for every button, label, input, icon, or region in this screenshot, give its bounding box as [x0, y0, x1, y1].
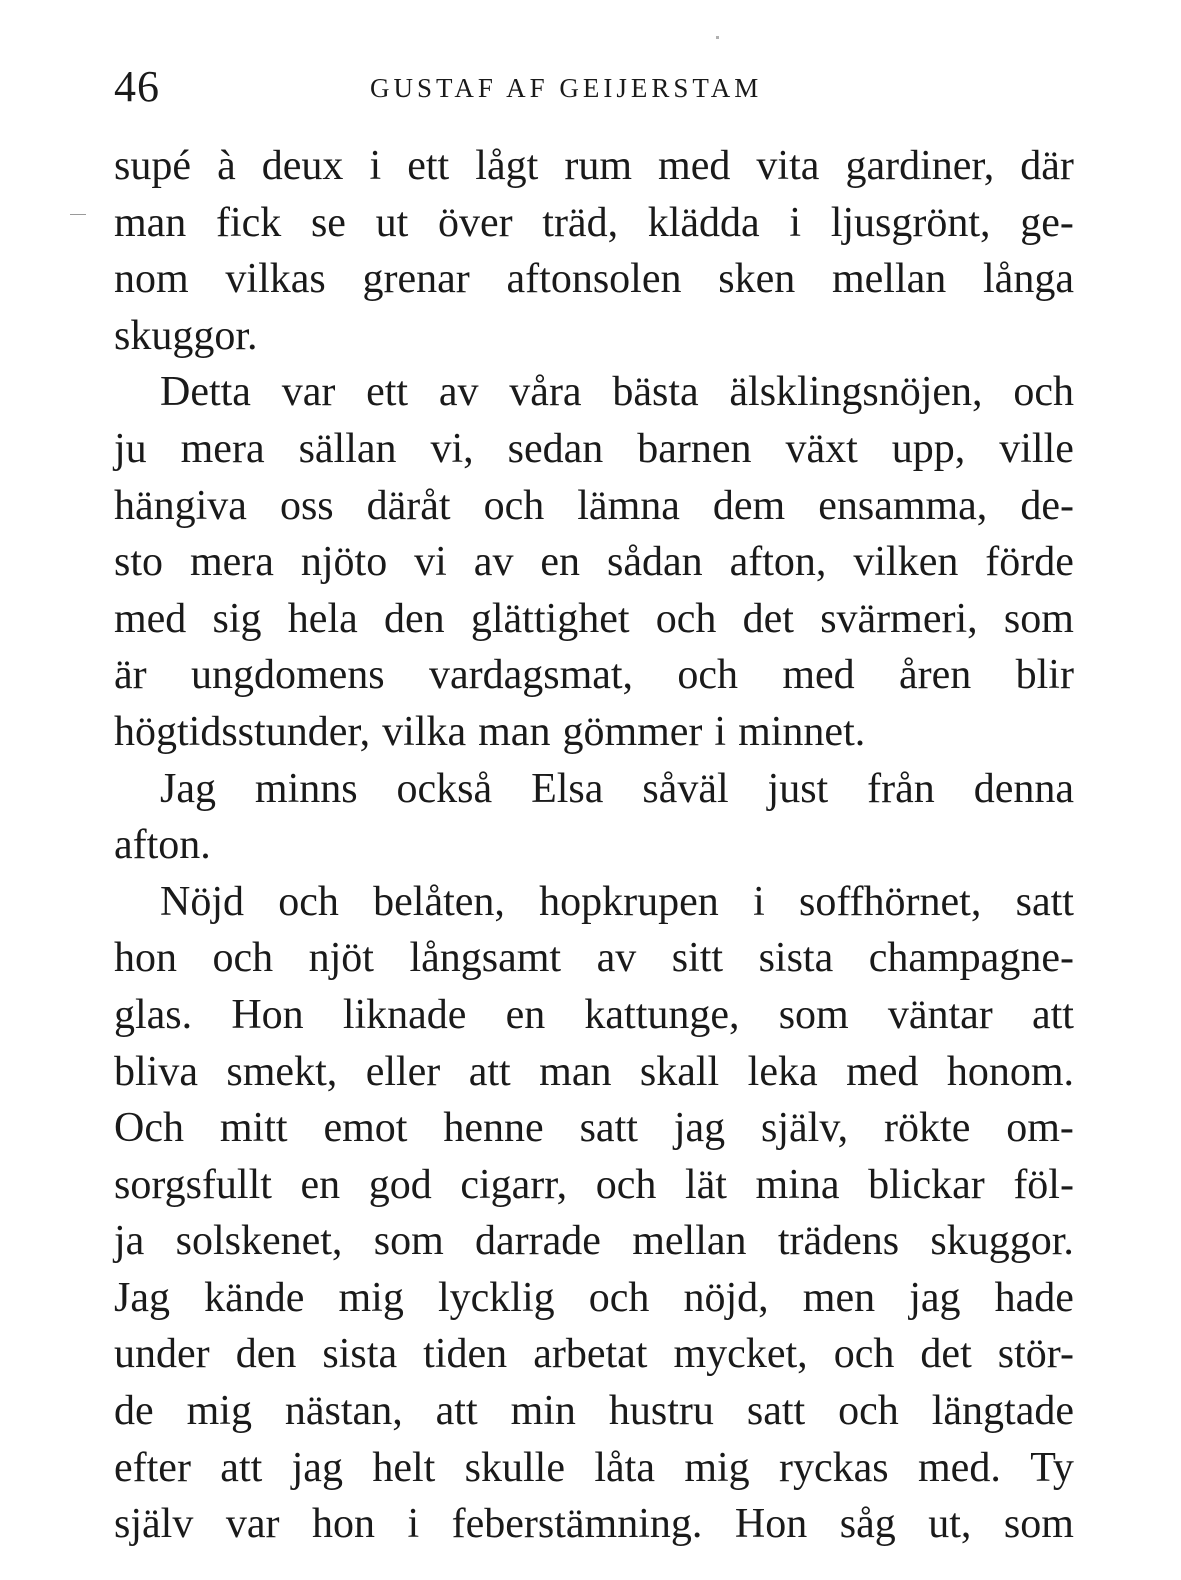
text-line [114, 1044, 1074, 1101]
word: afton. [114, 822, 211, 869]
word: sitt [671, 935, 724, 982]
word: vilken [853, 539, 959, 586]
word: nom [114, 256, 189, 303]
word: och [838, 1388, 899, 1435]
word: honom. [946, 1048, 1074, 1095]
word: som [778, 991, 849, 1038]
word: njöto [300, 539, 388, 586]
text-line [114, 1100, 1074, 1157]
text-line [114, 1496, 1074, 1553]
text-line [114, 534, 1074, 591]
word: med. [918, 1444, 1001, 1491]
word: satt [1015, 878, 1074, 925]
word: älsklingsnöjen, [729, 369, 983, 416]
word: bliva [114, 1048, 198, 1095]
text-line [114, 1326, 1074, 1383]
text-line [114, 761, 1074, 818]
word: och [677, 652, 739, 699]
word: jag [673, 1105, 726, 1152]
word: och [655, 595, 717, 642]
text-line [114, 1270, 1074, 1327]
word: från [867, 765, 935, 812]
word: skuggor. [114, 312, 258, 359]
body-text [114, 138, 1074, 1553]
word: var [281, 369, 336, 416]
word: som [1003, 1501, 1074, 1548]
word: Hon [231, 991, 304, 1038]
word: helt [372, 1444, 436, 1491]
word: vi [414, 539, 447, 586]
word: där [1020, 143, 1074, 189]
text-line [114, 930, 1074, 987]
text-line [114, 817, 1074, 874]
word: själv [114, 1501, 194, 1548]
word: trädens [777, 1218, 900, 1265]
word: Ty [1030, 1444, 1074, 1491]
word: sådan [607, 539, 703, 586]
word: förde [985, 539, 1074, 586]
word: våra [509, 369, 582, 416]
word: vi, [430, 425, 474, 472]
word: låta [594, 1444, 655, 1491]
word: hon [311, 1501, 375, 1548]
word: skall [639, 1048, 720, 1095]
word: hon [114, 935, 177, 982]
word: jag [909, 1274, 961, 1321]
word: hängiva [114, 482, 247, 529]
word: man [478, 708, 551, 755]
word: i [789, 199, 802, 246]
word: lät [684, 1161, 727, 1208]
word: som [373, 1218, 444, 1265]
word: växt [785, 425, 858, 472]
word: hopkrupen [539, 878, 719, 925]
text-line [114, 364, 1074, 421]
text-line [114, 138, 1074, 195]
word: mera [180, 425, 265, 472]
word: att [220, 1444, 263, 1491]
word: man [539, 1048, 612, 1095]
word: ju [114, 425, 147, 472]
word: man [114, 199, 187, 246]
word: blickar [868, 1161, 985, 1208]
word: Jag [160, 765, 216, 812]
word: belåten, [373, 878, 505, 925]
word: god [368, 1161, 432, 1208]
word: långa [983, 256, 1074, 303]
word: en [505, 991, 546, 1038]
text-line [114, 591, 1074, 648]
word: just [767, 765, 829, 812]
word: under [114, 1331, 210, 1378]
word: skulle [464, 1444, 565, 1491]
word: längtade [931, 1388, 1074, 1435]
word: lycklig [437, 1274, 555, 1321]
word: mellan [632, 1218, 747, 1265]
word: av [438, 369, 479, 416]
word: cigarr, [460, 1161, 568, 1208]
word: sto [114, 539, 164, 586]
word: min [510, 1388, 576, 1435]
word: rum [564, 143, 632, 189]
word: darrade [475, 1218, 601, 1265]
word: njöt [308, 935, 374, 982]
word: skuggor. [930, 1218, 1074, 1265]
word: tiden [423, 1331, 508, 1378]
word: kände [204, 1274, 305, 1321]
text-line [114, 874, 1074, 931]
word: och [1013, 369, 1074, 416]
print-speck [716, 36, 719, 39]
word: såväl [642, 765, 729, 812]
word: och [212, 935, 274, 982]
word: hela [287, 595, 358, 642]
word: henne [443, 1105, 544, 1152]
word: satt [746, 1388, 806, 1435]
word: av [473, 539, 514, 586]
page-number: 46 [114, 62, 160, 111]
running-title: GUSTAF AF GEIJERSTAM [370, 73, 763, 103]
word: nästan, [284, 1388, 403, 1435]
word: minns [254, 765, 358, 812]
word: också [396, 765, 493, 812]
text-line [114, 1383, 1074, 1440]
word: ut, [928, 1501, 972, 1548]
word: högtidsstunder, [114, 708, 371, 755]
word: sken [718, 256, 796, 303]
word: i [753, 878, 765, 925]
word: efter [114, 1444, 191, 1491]
word: vilka [382, 708, 467, 755]
word: ensamma, [818, 482, 988, 529]
text-line [114, 195, 1074, 252]
word: ljusgrönt, [830, 199, 991, 246]
text-line [114, 1440, 1074, 1497]
word: över [437, 199, 513, 246]
word: sig [212, 595, 262, 642]
word: åren [899, 652, 972, 699]
text-line [114, 704, 1074, 761]
word: leka [747, 1048, 818, 1095]
word: med [658, 143, 731, 189]
word: fick [215, 199, 282, 246]
word: de [114, 1388, 154, 1435]
word: ett [407, 143, 450, 189]
word: sorgsfullt [114, 1161, 272, 1208]
word: grenar [362, 256, 470, 303]
word: den [235, 1331, 297, 1378]
word: rökte [884, 1105, 971, 1152]
word: det [920, 1331, 972, 1378]
word: var [225, 1501, 280, 1548]
word: ja [114, 1218, 145, 1265]
text-line [114, 987, 1074, 1044]
word: liknade [342, 991, 467, 1038]
word: i [407, 1501, 420, 1548]
word: lämna [577, 482, 680, 529]
word: ett [366, 369, 409, 416]
word: att [1031, 991, 1074, 1038]
word: eller [365, 1048, 441, 1095]
word: det [742, 595, 794, 642]
word: träd, [542, 199, 619, 246]
word: är [114, 652, 147, 699]
word: av [596, 935, 637, 982]
word: Hon [734, 1501, 808, 1548]
word: gömmer [562, 708, 703, 755]
word: mina [755, 1161, 840, 1208]
word: supé [114, 143, 191, 189]
word: bästa [612, 369, 699, 416]
word: vardagsmat, [428, 652, 634, 699]
word: emot [323, 1105, 408, 1152]
word: mycket, [673, 1331, 808, 1378]
word: feberstämning. [451, 1501, 703, 1548]
word: om- [1006, 1105, 1074, 1152]
word: och [595, 1161, 657, 1208]
word: Och [114, 1105, 184, 1152]
word: hustru [608, 1388, 714, 1435]
word: deux [261, 143, 344, 189]
word: att [435, 1388, 478, 1435]
word: mig [186, 1388, 252, 1435]
word: à [217, 143, 236, 189]
word: mig [338, 1274, 404, 1321]
word: den [383, 595, 445, 642]
word: med [782, 652, 855, 699]
word: soffhörnet, [798, 878, 982, 925]
margin-mark [70, 214, 86, 215]
word: Elsa [531, 765, 604, 812]
word: aftonsolen [506, 256, 682, 303]
word: ungdomens [190, 652, 385, 699]
text-line [114, 308, 1074, 365]
word: oss [279, 482, 334, 529]
word: och [833, 1331, 895, 1378]
word: vilkas [225, 256, 326, 303]
word: föl- [1013, 1161, 1074, 1208]
word: väntar [887, 991, 993, 1038]
word: och [278, 878, 339, 925]
word: som [1003, 595, 1074, 642]
word: mitt [219, 1105, 288, 1152]
word: mig [684, 1444, 750, 1491]
word: nöjd, [683, 1274, 769, 1321]
word: med [846, 1048, 919, 1095]
text-line [114, 421, 1074, 478]
text-line [114, 251, 1074, 308]
word: glättighet [470, 595, 630, 642]
word: stör- [997, 1331, 1074, 1378]
word: klädda [647, 199, 760, 246]
word: själv, [761, 1105, 849, 1152]
word: en [300, 1161, 341, 1208]
word: afton, [729, 539, 827, 586]
word: långsamt [409, 935, 562, 982]
word: blir [1015, 652, 1074, 699]
word: Detta [160, 369, 251, 416]
word: såg [839, 1501, 896, 1548]
word: en [540, 539, 581, 586]
word: arbetat [533, 1331, 648, 1378]
word: Jag [114, 1274, 170, 1321]
word: men [802, 1274, 876, 1321]
word: minnet. [738, 708, 866, 755]
word: med [114, 595, 187, 642]
running-head [114, 62, 1074, 112]
word: upp, [891, 425, 966, 472]
word: ryckas [779, 1444, 889, 1491]
word: sista [758, 935, 834, 982]
word: att [468, 1048, 511, 1095]
word: svärmeri, [820, 595, 978, 642]
word: dem [712, 482, 786, 529]
text-line [114, 478, 1074, 535]
word: barnen [637, 425, 752, 472]
text-line [114, 1213, 1074, 1270]
text-line [114, 647, 1074, 704]
word: i [369, 143, 382, 189]
word: kattunge, [584, 991, 740, 1038]
word: och [483, 482, 545, 529]
word: sedan [507, 425, 604, 472]
word: sällan [298, 425, 397, 472]
word: och [588, 1274, 650, 1321]
word: denna [973, 765, 1074, 812]
word: satt [579, 1105, 638, 1152]
word: däråt [366, 482, 451, 529]
word: jag [291, 1444, 343, 1491]
word: Nöjd [160, 878, 244, 925]
word: mera [189, 539, 274, 586]
word: sista [322, 1331, 398, 1378]
word: mellan [831, 256, 947, 303]
word: de- [1020, 482, 1074, 529]
word: glas. [114, 991, 193, 1038]
word: smekt, [226, 1048, 338, 1095]
word: gardiner, [845, 143, 995, 189]
word: i [714, 708, 727, 755]
word: hade [994, 1274, 1074, 1321]
word: ville [999, 425, 1074, 472]
word: ge- [1020, 199, 1074, 246]
word: champagne- [868, 935, 1074, 982]
text-line [114, 1157, 1074, 1214]
word: vita [756, 143, 820, 189]
word: se [310, 199, 346, 246]
word: ut [375, 199, 409, 246]
word: solskenet, [175, 1218, 343, 1265]
word: lågt [475, 143, 539, 189]
